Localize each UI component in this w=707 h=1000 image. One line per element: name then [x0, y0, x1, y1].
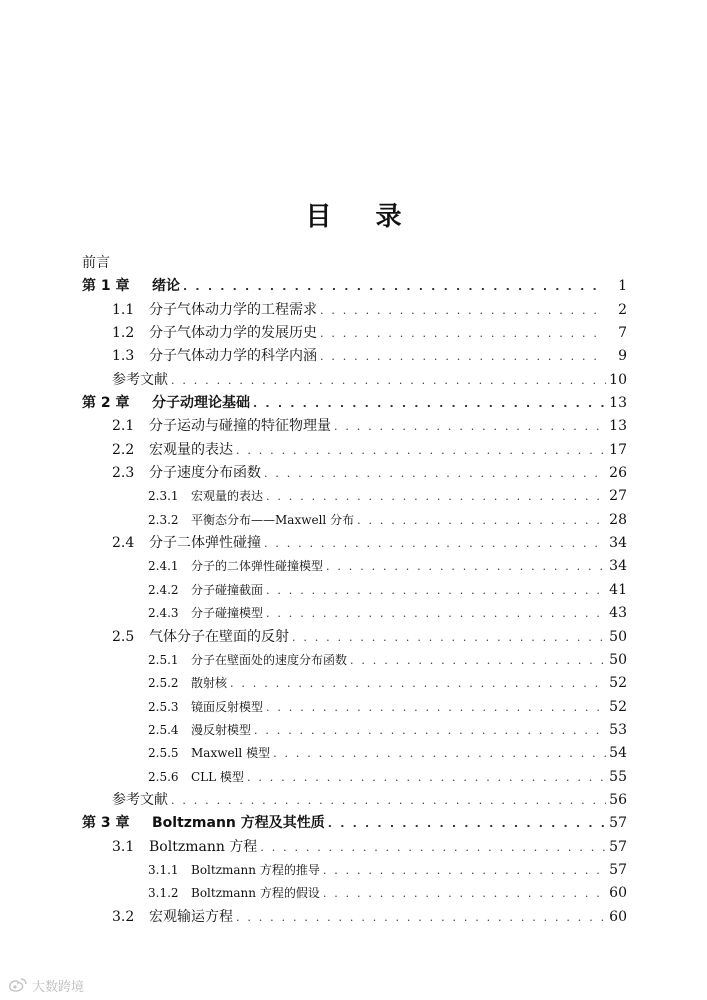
toc-entry-page: 9	[618, 348, 627, 365]
dot-leader	[323, 859, 606, 882]
toc-entry-ref[interactable]	[82, 369, 627, 392]
toc-entry-number: 3.1	[112, 838, 135, 855]
dot-leader	[266, 485, 606, 508]
toc-entry-page: 10	[609, 371, 627, 388]
toc-entry-number: 第 1 章	[82, 278, 130, 295]
watermark	[8, 976, 84, 994]
toc-entry-number: 3.1.1	[148, 862, 179, 877]
toc-entry-title: 分子气体动力学的发展历史	[149, 325, 317, 342]
toc-entry-number: 2.3.2	[148, 512, 179, 527]
dot-leader	[334, 415, 606, 438]
dot-leader	[253, 392, 606, 415]
toc-entry-title: Maxwell 模型	[191, 746, 271, 761]
toc-entry-subsection[interactable]	[82, 742, 627, 765]
toc-entry-number: 2.3.1	[148, 489, 179, 504]
toc-entry-section[interactable]	[82, 906, 627, 929]
toc-entry-page: 43	[609, 605, 627, 622]
toc-entry-title: 参考文献	[112, 791, 168, 808]
toc-entry-subsection[interactable]	[82, 579, 627, 602]
dot-leader	[320, 299, 606, 322]
toc-entry-number: 2.4.3	[148, 606, 179, 621]
toc-entry-section[interactable]	[82, 322, 627, 345]
toc-entry-page: 17	[609, 441, 627, 458]
toc-entry-title: 分子运动与碰撞的特征物理量	[149, 418, 331, 435]
toc-entry-title: 分子碰撞截面	[191, 582, 264, 597]
toc-entry-title: Boltzmann 方程及其性质	[152, 815, 325, 832]
toc-entry-number: 2.4.1	[148, 559, 179, 574]
dot-leader	[292, 626, 606, 649]
toc-entry-page: 50	[609, 651, 627, 668]
toc-entry-page: 57	[609, 861, 627, 878]
toc-entry-title: 分子的二体弹性碰撞模型	[191, 559, 324, 574]
weibo-like-logo-icon	[8, 977, 28, 993]
page-title	[0, 196, 707, 233]
toc-entry-title: 宏观量的表达	[149, 441, 233, 458]
toc-entry-page: 34	[609, 558, 627, 575]
title-char-1: 目	[305, 202, 332, 232]
dot-leader	[236, 906, 606, 929]
toc-entry-number: 1.3	[112, 348, 135, 365]
toc-entry-page: 56	[609, 791, 627, 808]
toc-entry-number: 1.2	[112, 325, 135, 342]
toc-entry-section[interactable]	[82, 345, 627, 368]
dot-leader	[273, 742, 606, 765]
dot-leader	[350, 649, 606, 672]
toc-entry-title: 分子碰撞模型	[191, 606, 264, 621]
dot-leader	[260, 836, 606, 859]
dot-leader	[320, 322, 606, 345]
dot-leader	[323, 882, 606, 905]
toc-entry-number: 3.1.2	[148, 886, 179, 901]
toc-entry-page: 7	[618, 325, 627, 342]
watermark-text: 大数跨境	[32, 979, 85, 995]
toc-entry-subsection[interactable]	[82, 859, 627, 882]
toc-entry-title: 分子气体动力学的科学内涵	[149, 348, 317, 365]
toc-entry-subsection[interactable]	[82, 649, 627, 672]
toc-entry-number: 2.5	[112, 628, 135, 645]
dot-leader	[264, 462, 606, 485]
toc-entry-title: 镜面反射模型	[191, 699, 264, 714]
dot-leader	[247, 766, 606, 789]
toc-entry-chapter[interactable]	[82, 812, 627, 835]
toc-entry-page: 54	[609, 745, 627, 762]
toc-entry-title: 宏观量的表达	[191, 489, 264, 504]
toc-entry-page: 52	[609, 698, 627, 715]
toc-entry-subsection[interactable]	[82, 766, 627, 789]
toc-entry-number: 2.4	[112, 535, 135, 552]
toc-entry-page: 50	[609, 628, 627, 645]
toc-entry-page: 57	[609, 838, 627, 855]
toc-entry-section[interactable]	[82, 836, 627, 859]
dot-leader	[326, 555, 606, 578]
dot-leader	[266, 696, 606, 719]
toc-entry-title: 漫反射模型	[191, 722, 252, 737]
toc-entry-number: 2.5.2	[148, 676, 179, 691]
toc-entry-number: 2.5.4	[148, 722, 179, 737]
toc-entry-number: 1.1	[112, 301, 135, 318]
toc-entry-number: 3.2	[112, 908, 135, 925]
toc-entry-page: 2	[618, 301, 627, 318]
toc-entry-title: 参考文献	[112, 371, 168, 388]
toc-entry-title: CLL 模型	[191, 769, 244, 784]
toc-entry-page: 60	[609, 908, 627, 925]
toc-entry-title: 分子在壁面处的速度分布函数	[191, 652, 348, 667]
dot-leader	[171, 369, 606, 392]
dot-leader	[254, 719, 606, 742]
toc-entry-page: 55	[609, 768, 627, 785]
toc-entry-number: 2.5.3	[148, 699, 179, 714]
toc-entry-section[interactable]	[82, 626, 627, 649]
toc-entry-title: 绪论	[152, 278, 180, 295]
toc-entry-title: Boltzmann 方程的假设	[191, 886, 320, 901]
dot-leader	[264, 532, 606, 555]
dot-leader	[236, 439, 606, 462]
toc-entry-ref2[interactable]	[82, 789, 627, 812]
table-of-contents	[82, 252, 627, 929]
toc-entry-page: 28	[609, 511, 627, 528]
toc-entry-section[interactable]	[82, 415, 627, 438]
toc-entry-title: 分子二体弹性碰撞	[149, 535, 261, 552]
dot-leader	[266, 602, 606, 625]
toc-entry-page: 13	[609, 418, 627, 435]
toc-entry-number: 2.3	[112, 465, 135, 482]
toc-entry-page: 53	[609, 721, 627, 738]
toc-entry-title: 散射核	[191, 676, 228, 691]
toc-entry-subsection[interactable]	[82, 485, 627, 508]
toc-entry-title: Boltzmann 方程的推导	[191, 862, 320, 877]
toc-entry-title: Boltzmann 方程	[149, 838, 258, 855]
toc-entry-page: 13	[609, 395, 627, 412]
toc-entry-page: 26	[609, 465, 627, 482]
title-char-2: 录	[375, 202, 402, 232]
toc-entry-page: 57	[609, 815, 627, 832]
toc-entry-title: 平衡态分布——Maxwell 分布	[191, 512, 355, 527]
toc-entry-number: 2.2	[112, 441, 135, 458]
toc-entry-subsection[interactable]	[82, 882, 627, 905]
toc-entry-section[interactable]	[82, 299, 627, 322]
toc-entry-number: 第 2 章	[82, 395, 130, 412]
dot-leader	[230, 672, 606, 695]
toc-entry-subsection[interactable]	[82, 719, 627, 742]
toc-entry-subsection[interactable]	[82, 602, 627, 625]
toc-entry-number: 2.5.5	[148, 746, 179, 761]
toc-entry-chapter[interactable]	[82, 392, 627, 415]
toc-entry-page: 34	[609, 535, 627, 552]
toc-entry-number: 2.5.6	[148, 769, 179, 784]
toc-entry-number: 2.5.1	[148, 652, 179, 667]
toc-entry-section[interactable]	[82, 439, 627, 462]
toc-entry-number: 2.4.2	[148, 582, 179, 597]
toc-entry-page: 1	[618, 278, 627, 295]
toc-entry-subsection[interactable]	[82, 509, 627, 532]
toc-entry-title: 分子气体动力学的工程需求	[149, 301, 317, 318]
toc-entry-title: 宏观输运方程	[149, 908, 233, 925]
dot-leader	[357, 509, 606, 532]
toc-entry-page: 52	[609, 675, 627, 692]
toc-entry-subsection[interactable]	[82, 555, 627, 578]
dot-leader	[328, 812, 606, 835]
toc-entry-title: 气体分子在壁面的反射	[149, 628, 289, 645]
toc-entry-title: 分子动理论基础	[152, 395, 250, 412]
toc-entry-number: 第 3 章	[82, 815, 130, 832]
toc-entry-subsection[interactable]	[82, 672, 627, 695]
dot-leader	[171, 789, 606, 812]
toc-entry-chapter[interactable]	[82, 275, 627, 298]
toc-entry-page: 27	[609, 488, 627, 505]
toc-entry-subsection[interactable]	[82, 696, 627, 719]
toc-entry-title: 分子速度分布函数	[149, 465, 261, 482]
toc-entry-section[interactable]	[82, 532, 627, 555]
toc-entry-number: 2.1	[112, 418, 135, 435]
toc-entry-page: 41	[609, 581, 627, 598]
toc-entry-section[interactable]	[82, 462, 627, 485]
toc-entry-page: 60	[609, 885, 627, 902]
toc-entry-front[interactable]	[82, 252, 627, 275]
dot-leader	[266, 579, 606, 602]
toc-entry-title: 前言	[82, 255, 110, 271]
dot-leader	[320, 345, 606, 368]
dot-leader	[183, 275, 606, 298]
